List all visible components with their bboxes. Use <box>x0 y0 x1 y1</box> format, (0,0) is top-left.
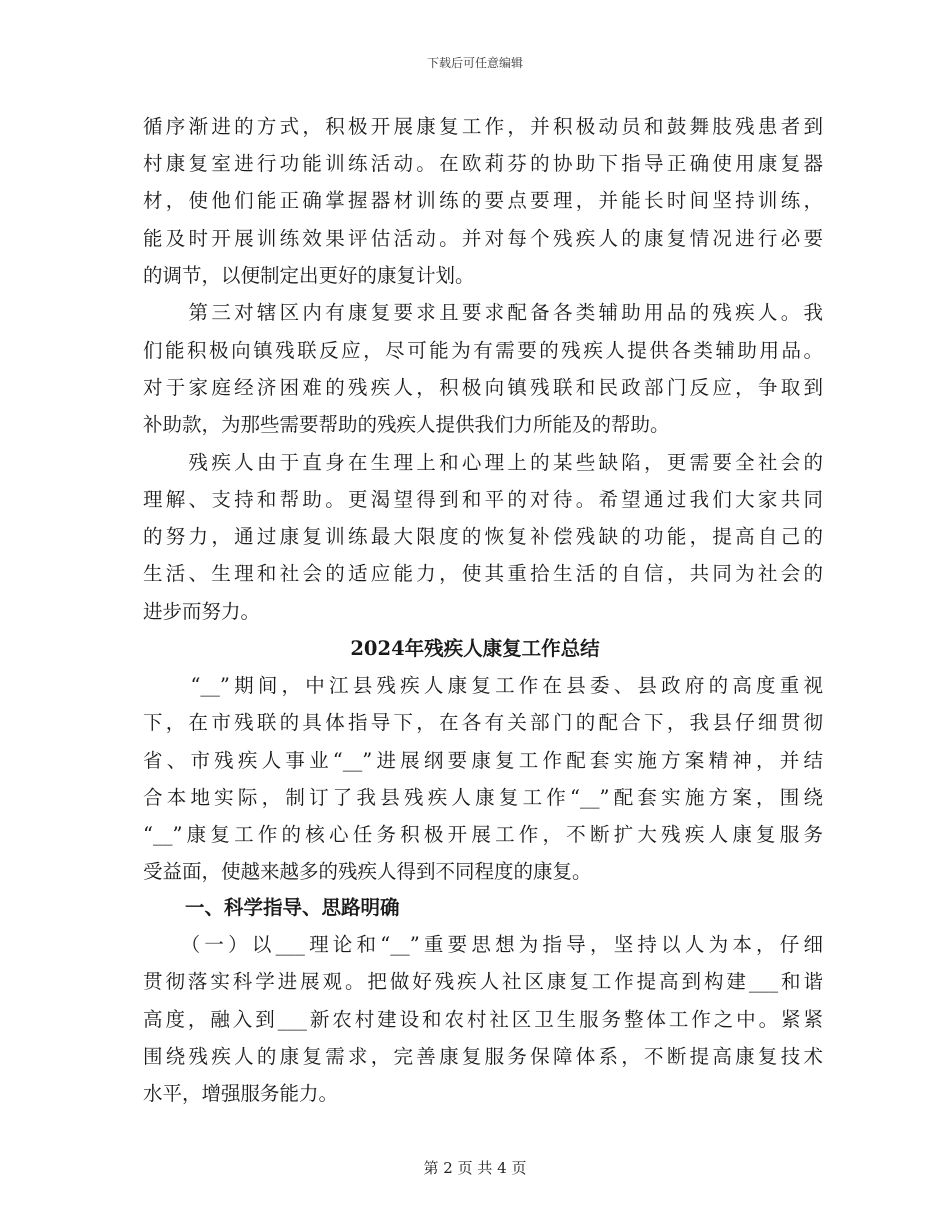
text-line: 高度，融入到___新农村建设和农村社区卫生服务整体工作之中。紧紧 <box>143 1008 823 1031</box>
text-line: 对于家庭经济困难的残疾人，积极向镇残联和民政部门反应，争取到 <box>143 376 823 399</box>
section-title: 2024年残疾人康复工作总结 <box>350 637 600 660</box>
subsection-heading: 一、科学指导、思路明确 <box>185 896 400 919</box>
text-line: 下，在市残联的具体指导下，在各有关部门的配合下，我县仔细贯彻 <box>143 711 823 734</box>
text-line: 残疾人由于直身在生理上和心理上的某些缺陷，更需要全社会的 <box>143 451 823 474</box>
text-line: （一）以___理论和“__”重要思想为指导，坚持以人为本，仔细 <box>143 933 823 956</box>
text-line: “__”康复工作的核心任务积极开展工作，不断扩大残疾人康复服务 <box>143 823 823 846</box>
text-line: 村康复室进行功能训练活动。在欧莉芬的协助下指导正确使用康复器 <box>143 152 823 175</box>
text-line: 围绕残疾人的康复需求，完善康复服务保障体系，不断提高康复技术 <box>143 1045 823 1068</box>
text-line: 第三对辖区内有康复要求且要求配备各类辅助用品的残疾人。我 <box>143 301 823 324</box>
text-line: 们能积极向镇残联反应，尽可能为有需要的残疾人提供各类辅助用品。 <box>143 339 823 362</box>
text-line: 能及时开展训练效果评估活动。并对每个残疾人的康复情况进行必要 <box>143 227 823 250</box>
text-line: 合本地实际，制订了我县残疾人康复工作“__”配套实施方案，围绕 <box>143 786 823 809</box>
text-line: 的努力，通过康复训练最大限度的恢复补偿残缺的功能，提高自己的 <box>143 525 823 548</box>
text-line: 水平，增强服务能力。 <box>143 1082 339 1105</box>
text-line: “__”期间，中江县残疾人康复工作在县委、县政府的高度重视 <box>143 674 823 697</box>
text-line: 进步而努力。 <box>143 600 261 623</box>
text-line: 理解、支持和帮助。更渴望得到和平的对待。希望通过我们大家共同 <box>143 488 823 511</box>
text-line: 贯彻落实科学进展观。把做好残疾人社区康复工作提高到构建___和谐 <box>143 970 823 993</box>
text-line: 生活、生理和社会的适应能力，使其重拾生活的自信，共同为社会的 <box>143 562 823 585</box>
text-line: 材，使他们能正确掌握器材训练的要点要理，并能长时间坚持训练， <box>143 189 823 212</box>
text-line: 省、市残疾人事业“__”进展纲要康复工作配套实施方案精神，并结 <box>143 749 823 772</box>
text-line: 受益面，使越来越多的残疾人得到不同程度的康复。 <box>143 860 592 883</box>
text-line: 循序渐进的方式，积极开展康复工作，并积极动员和鼓舞肢残患者到 <box>143 115 823 138</box>
text-line: 的调节，以便制定出更好的康复计划。 <box>143 264 475 287</box>
page-number: 第 2 页 共 4 页 <box>423 1159 527 1177</box>
text-line: 补助款，为那些需要帮助的残疾人提供我们力所能及的帮助。 <box>143 413 670 436</box>
header-note: 下载后可任意编辑 <box>426 56 523 70</box>
